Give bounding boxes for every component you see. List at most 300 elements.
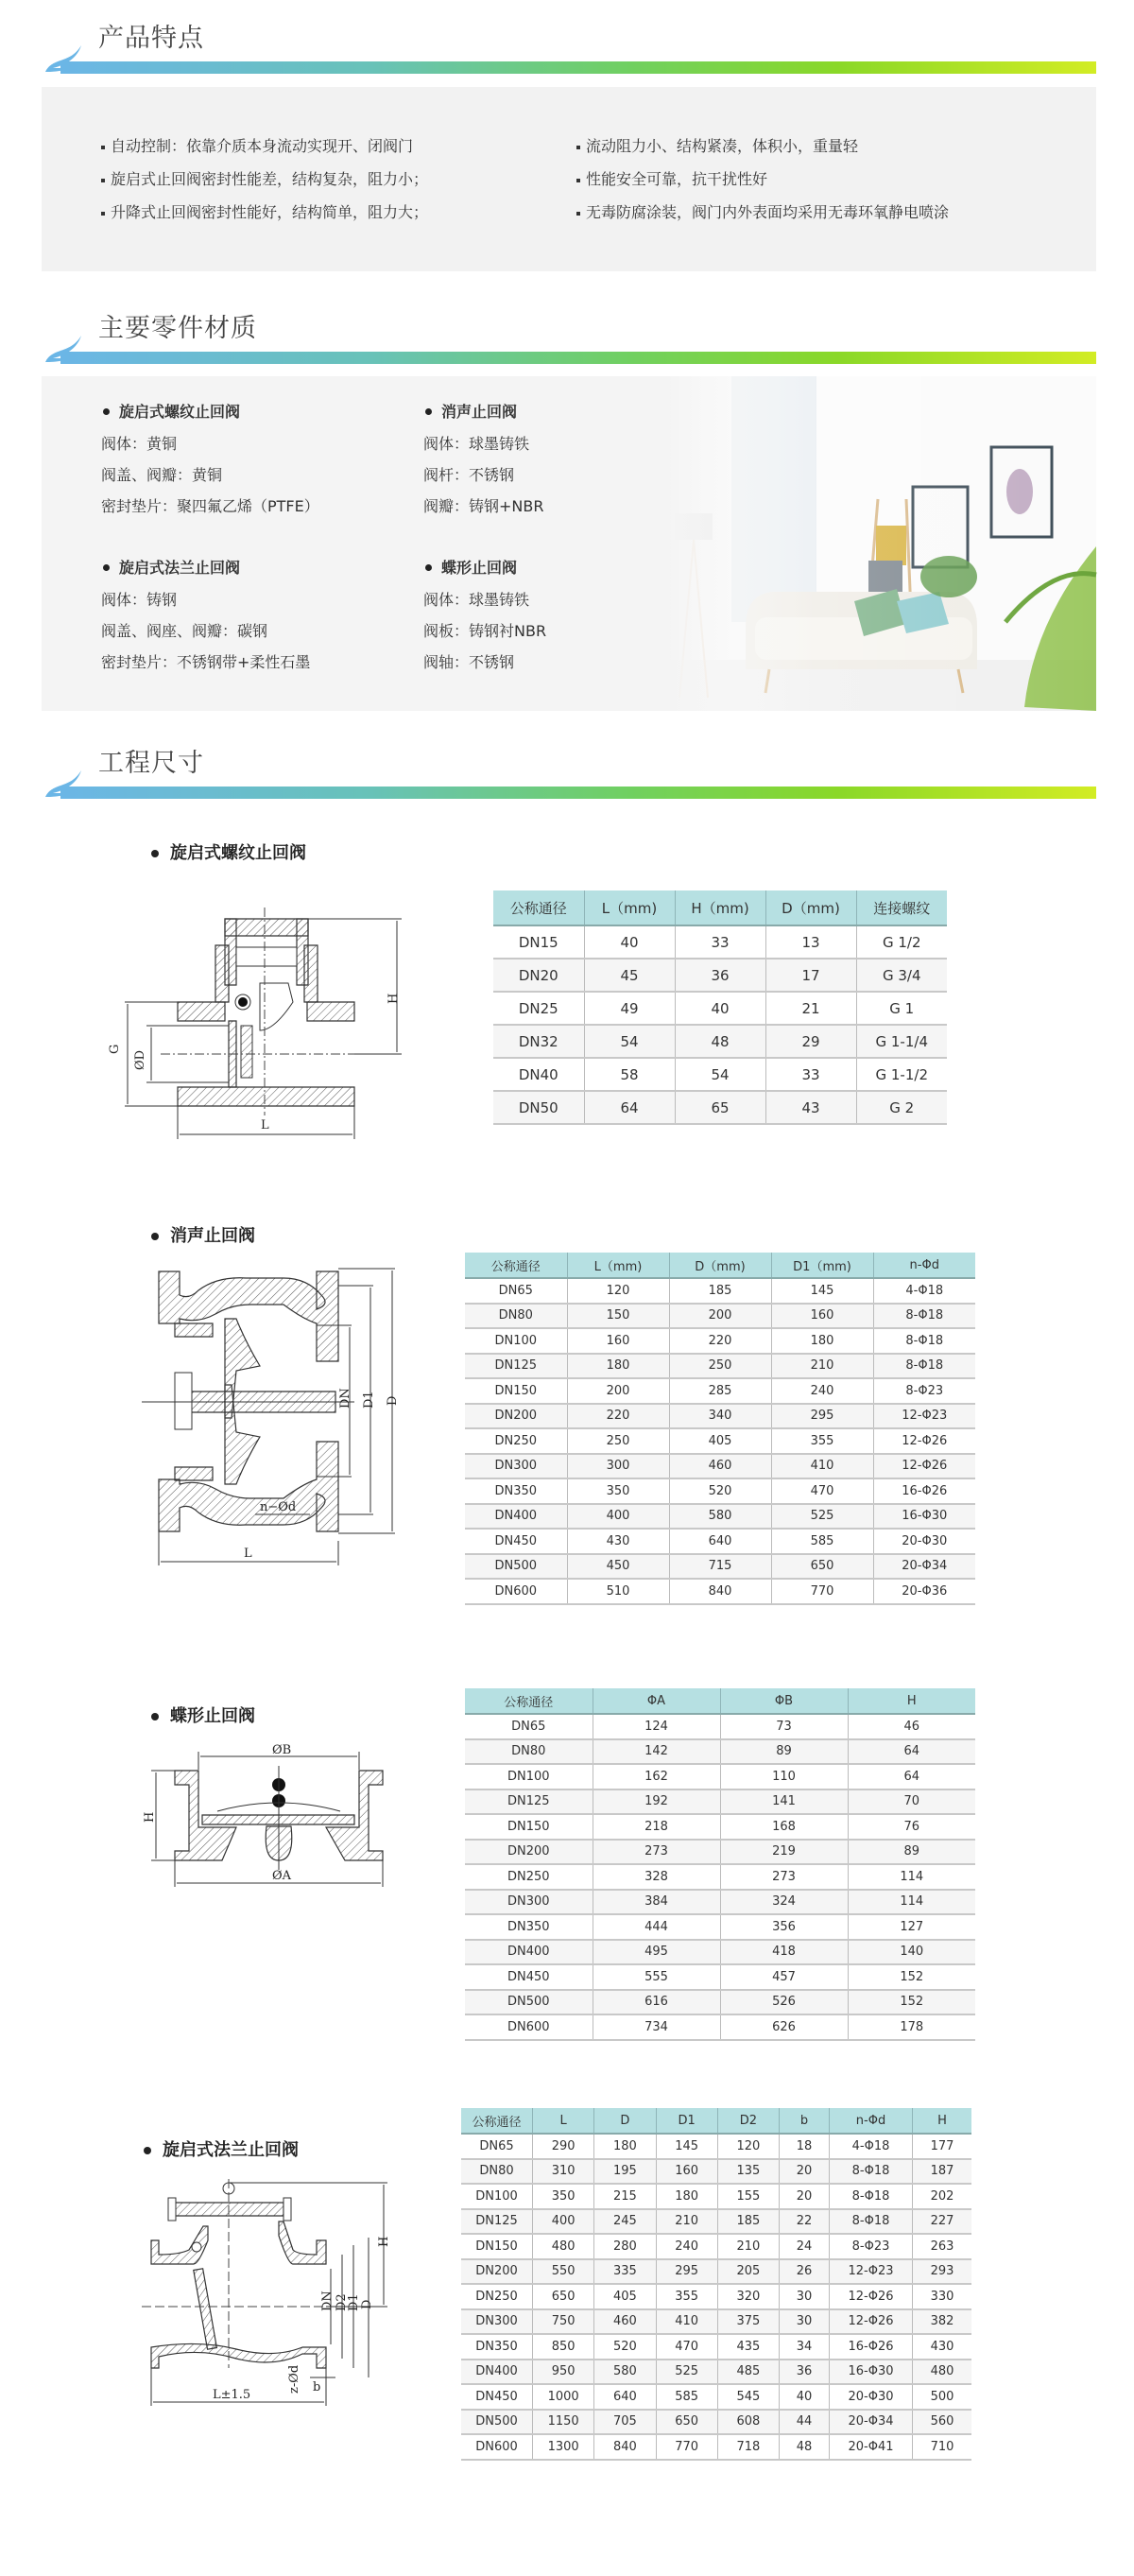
product-title-text: 蝶形止回阀: [170, 1706, 255, 1726]
table-cell: 124: [593, 1714, 720, 1739]
table-cell: 770: [771, 1579, 873, 1604]
table-cell: 8-Φ18: [830, 2209, 913, 2235]
table-row: [461, 2259, 971, 2285]
nominal-diameter-cell: DN500: [465, 1554, 567, 1580]
table-cell: 375: [717, 2309, 779, 2335]
table-cell: 770: [656, 2434, 717, 2460]
material-title-text: 蝶形止回阀: [441, 559, 518, 577]
gradient-divider: [60, 787, 1096, 799]
table-row: [465, 1478, 975, 1504]
table-cell: 1300: [533, 2434, 594, 2460]
table-cell: 8-Φ18: [830, 2159, 913, 2185]
table-cell: 89: [848, 1840, 975, 1865]
nominal-diameter-cell: DN450: [465, 1529, 567, 1554]
nominal-diameter-cell: DN250: [461, 2284, 533, 2309]
table-cell: 21: [765, 992, 856, 1025]
table-row: [465, 1914, 975, 1940]
table-row: [465, 1990, 975, 2015]
table-cell: 750: [533, 2309, 594, 2335]
bullet-icon: [103, 408, 110, 415]
table-cell: 526: [720, 1990, 848, 2015]
table-row: [465, 1504, 975, 1530]
table-cell: 12-Φ23: [830, 2259, 913, 2285]
table-cell: 12-Φ23: [873, 1404, 975, 1429]
table-cell: 550: [533, 2259, 594, 2285]
table-cell: 450: [567, 1554, 669, 1580]
table-row: [493, 959, 947, 992]
material-group-title: [101, 556, 310, 578]
table-cell: 36: [780, 2360, 830, 2385]
table-cell: 705: [594, 2410, 656, 2435]
table-cell: 400: [533, 2209, 594, 2235]
table-cell: 560: [913, 2410, 972, 2435]
table-cell: 384: [593, 1890, 720, 1915]
table-row: [465, 1940, 975, 1965]
nominal-diameter-cell: DN200: [465, 1404, 567, 1429]
table-cell: 430: [567, 1529, 669, 1554]
material-group-title: [101, 400, 319, 422]
spec-table-wafer-check: [465, 1688, 975, 2041]
column-header: D2: [717, 2108, 779, 2134]
table-cell: 616: [593, 1990, 720, 2015]
nominal-diameter-cell: DN200: [465, 1840, 593, 1865]
nominal-diameter-cell: DN80: [465, 1304, 567, 1329]
nominal-diameter-cell: DN350: [465, 1478, 567, 1504]
table-cell: 180: [656, 2184, 717, 2209]
nominal-diameter-cell: DN125: [465, 1354, 567, 1379]
column-header: b: [780, 2108, 830, 2134]
table-cell: 608: [717, 2410, 779, 2435]
table-cell: 356: [720, 1914, 848, 1940]
table-cell: 180: [594, 2134, 656, 2159]
table-row: [465, 1789, 975, 1815]
table-cell: 64: [848, 1764, 975, 1789]
nominal-diameter-cell: DN450: [461, 2384, 533, 2410]
table-cell: 355: [771, 1428, 873, 1454]
table-row: [465, 1814, 975, 1840]
table-cell: 585: [771, 1529, 873, 1554]
table-cell: 460: [669, 1454, 771, 1479]
table-cell: 36: [675, 959, 765, 992]
table-cell: 18: [780, 2134, 830, 2159]
table-cell: 48: [675, 1025, 765, 1058]
table-cell: 120: [717, 2134, 779, 2159]
table-header-row: [465, 1688, 975, 1714]
table-cell: 273: [720, 1864, 848, 1890]
table-row: [461, 2284, 971, 2309]
dimension-label-h: H: [387, 993, 401, 1004]
gradient-divider: [60, 352, 1096, 364]
column-header: D（mm): [669, 1253, 771, 1278]
table-row: [493, 1058, 947, 1091]
nominal-diameter-cell: DN150: [465, 1378, 567, 1404]
table-cell: 350: [567, 1478, 669, 1504]
material-line: 阀体：黄铜: [101, 435, 178, 453]
nominal-diameter-cell: DN150: [465, 1814, 593, 1840]
dimension-label-d: D: [386, 1395, 400, 1406]
bullet-icon: [576, 146, 580, 149]
feature-text: 升降式止回阀密封性能好，结构简单，阻力大；: [111, 203, 429, 221]
nominal-diameter-cell: DN100: [465, 1764, 593, 1789]
material-line: 阀板：铸钢衬NBR: [423, 622, 547, 640]
nominal-diameter-cell: DN300: [461, 2309, 533, 2335]
column-header: ΦA: [593, 1688, 720, 1714]
dimension-label-dn: DN: [338, 1388, 352, 1409]
table-cell: 54: [675, 1058, 765, 1091]
table-cell: 30: [780, 2284, 830, 2309]
table-cell: 20-Φ30: [873, 1529, 975, 1554]
table-cell: 405: [594, 2284, 656, 2309]
table-cell: G 1: [856, 992, 947, 1025]
table-cell: 64: [584, 1091, 675, 1124]
table-cell: 200: [669, 1304, 771, 1329]
table-cell: 33: [765, 1058, 856, 1091]
material-title-text: 旋启式螺纹止回阀: [119, 403, 241, 421]
material-line: 阀体：铸钢: [101, 591, 178, 609]
product-title: [144, 2136, 299, 2161]
table-row: [465, 1764, 975, 1789]
table-cell: 444: [593, 1914, 720, 1940]
table-cell: 8-Φ23: [873, 1378, 975, 1404]
table-cell: 13: [765, 925, 856, 959]
material-line: 阀盖、阀瓣：黄铜: [101, 466, 223, 484]
table-cell: 640: [669, 1529, 771, 1554]
table-cell: 20: [780, 2184, 830, 2209]
table-cell: 20-Φ34: [830, 2410, 913, 2435]
column-header: 公称通径: [461, 2108, 533, 2134]
column-header: H: [913, 2108, 972, 2134]
column-header: L（mm): [567, 1253, 669, 1278]
product-title: [151, 1222, 255, 1247]
table-row: [461, 2334, 971, 2360]
table-cell: 555: [593, 1964, 720, 1990]
table-cell: 219: [720, 1840, 848, 1865]
product-title-text: 消声止回阀: [170, 1226, 255, 1246]
nominal-diameter-cell: DN40: [493, 1058, 584, 1091]
nominal-diameter-cell: DN125: [461, 2209, 533, 2235]
table-cell: 734: [593, 2014, 720, 2040]
table-cell: 48: [780, 2434, 830, 2460]
dimension-label-h: H: [143, 1811, 157, 1823]
table-cell: 480: [913, 2360, 972, 2385]
column-header: D: [594, 2108, 656, 2134]
table-cell: 142: [593, 1739, 720, 1765]
table-cell: 300: [567, 1454, 669, 1479]
wafer-check-valve-diagram: [142, 1743, 397, 1889]
table-cell: 525: [656, 2360, 717, 2385]
table-cell: 410: [771, 1454, 873, 1479]
dimension-label-l: L: [261, 1118, 269, 1132]
table-cell: 340: [669, 1404, 771, 1429]
table-cell: 418: [720, 1940, 848, 1965]
table-cell: 245: [594, 2209, 656, 2235]
table-header-row: [465, 1253, 975, 1278]
table-cell: 16-Φ30: [830, 2360, 913, 2385]
column-header: 公称通径: [465, 1688, 593, 1714]
table-row: [461, 2360, 971, 2385]
table-row: [465, 1304, 975, 1329]
table-cell: 457: [720, 1964, 848, 1990]
column-header: n-Φd: [873, 1253, 975, 1278]
column-header: H: [848, 1688, 975, 1714]
table-row: [465, 1454, 975, 1479]
column-header: D1（mm): [771, 1253, 873, 1278]
table-cell: 8-Φ18: [873, 1304, 975, 1329]
table-cell: 20: [780, 2159, 830, 2185]
nominal-diameter-cell: DN50: [493, 1091, 584, 1124]
table-cell: 215: [594, 2184, 656, 2209]
table-cell: 273: [593, 1840, 720, 1865]
section-title: 工程尺寸: [98, 749, 204, 778]
spec-table-flanged-swing: [461, 2108, 971, 2461]
section-header-features: [42, 17, 1096, 74]
table-row: [461, 2159, 971, 2185]
product-title-text: 旋启式螺纹止回阀: [170, 843, 306, 863]
table-cell: 8-Φ23: [830, 2234, 913, 2259]
table-cell: 485: [717, 2360, 779, 2385]
table-row: [465, 1864, 975, 1890]
feature-text: 旋启式止回阀密封性能差，结构复杂，阻力小；: [111, 170, 429, 188]
table-cell: 152: [848, 1990, 975, 2015]
column-header: D（mm): [765, 890, 856, 925]
feature-item: [101, 134, 413, 156]
table-cell: 65: [675, 1091, 765, 1124]
table-cell: 1000: [533, 2384, 594, 2410]
table-cell: 320: [717, 2284, 779, 2309]
threaded-swing-check-valve-diagram: [108, 908, 416, 1144]
table-cell: 58: [584, 1058, 675, 1091]
section-header-materials: [42, 307, 1096, 364]
table-cell: 405: [669, 1428, 771, 1454]
material-line: 阀盖、阀座、阀瓣：碳钢: [101, 622, 268, 640]
table-cell: 178: [848, 2014, 975, 2040]
material-group: [101, 400, 319, 528]
table-cell: 220: [669, 1328, 771, 1354]
table-row: [465, 1739, 975, 1765]
material-group: [101, 556, 310, 684]
table-cell: 73: [720, 1714, 848, 1739]
table-cell: 160: [656, 2159, 717, 2185]
table-cell: 30: [780, 2309, 830, 2335]
table-cell: 20-Φ36: [873, 1579, 975, 1604]
table-row: [461, 2384, 971, 2410]
material-line: 阀体：球墨铸铁: [423, 435, 530, 453]
section-title: 主要零件材质: [98, 314, 257, 343]
table-cell: 520: [594, 2334, 656, 2360]
table-header-row: [493, 890, 947, 925]
table-cell: 295: [656, 2259, 717, 2285]
table-cell: 29: [765, 1025, 856, 1058]
table-row: [465, 1354, 975, 1379]
bullet-icon: [151, 1233, 159, 1240]
table-cell: 290: [533, 2134, 594, 2159]
table-cell: 210: [656, 2209, 717, 2235]
table-cell: 295: [771, 1404, 873, 1429]
table-cell: 44: [780, 2410, 830, 2435]
table-cell: 8-Φ18: [873, 1328, 975, 1354]
materials-panel: [42, 376, 1096, 711]
dimension-label-nd: n−Ød: [260, 1500, 297, 1514]
nominal-diameter-cell: DN80: [465, 1739, 593, 1765]
column-header: D1: [656, 2108, 717, 2134]
table-cell: 120: [567, 1278, 669, 1304]
feature-item: [576, 200, 949, 222]
table-cell: 626: [720, 2014, 848, 2040]
table-cell: 54: [584, 1025, 675, 1058]
table-cell: 650: [656, 2410, 717, 2435]
table-row: [465, 1529, 975, 1554]
table-row: [461, 2134, 971, 2159]
nominal-diameter-cell: DN32: [493, 1025, 584, 1058]
nominal-diameter-cell: DN100: [461, 2184, 533, 2209]
nominal-diameter-cell: DN600: [465, 2014, 593, 2040]
material-line: 密封垫片：聚四氟乙烯（PTFE）: [101, 497, 319, 515]
table-cell: 335: [594, 2259, 656, 2285]
table-cell: 177: [913, 2134, 972, 2159]
nominal-diameter-cell: DN350: [465, 1914, 593, 1940]
feature-text: 性能安全可靠，抗干扰性好: [586, 170, 768, 188]
table-cell: 210: [771, 1354, 873, 1379]
table-row: [465, 1404, 975, 1429]
nominal-diameter-cell: DN600: [465, 1579, 567, 1604]
column-header: L（mm): [584, 890, 675, 925]
table-cell: 114: [848, 1890, 975, 1915]
material-line: 密封垫片：不锈钢带+柔性石墨: [101, 653, 311, 671]
table-cell: 192: [593, 1789, 720, 1815]
table-cell: 330: [913, 2284, 972, 2309]
table-cell: 145: [656, 2134, 717, 2159]
table-cell: 155: [717, 2184, 779, 2209]
bullet-icon: [576, 179, 580, 182]
table-cell: 1150: [533, 2410, 594, 2435]
dimension-label-d1: D1: [347, 2293, 361, 2311]
table-cell: 46: [848, 1714, 975, 1739]
table-cell: 89: [720, 1739, 848, 1765]
table-cell: G 3/4: [856, 959, 947, 992]
table-row: [465, 1890, 975, 1915]
dimension-label-l: L: [244, 1547, 252, 1561]
table-cell: 718: [717, 2434, 779, 2460]
dimension-label-b: b: [313, 2380, 321, 2394]
table-row: [493, 1025, 947, 1058]
table-row: [461, 2209, 971, 2235]
table-cell: 500: [913, 2384, 972, 2410]
table-cell: 710: [913, 2434, 972, 2460]
living-room-photo: [665, 376, 1096, 711]
table-row: [465, 1278, 975, 1304]
table-cell: 195: [594, 2159, 656, 2185]
nominal-diameter-cell: DN350: [461, 2334, 533, 2360]
table-cell: 26: [780, 2259, 830, 2285]
table-cell: 24: [780, 2234, 830, 2259]
table-cell: 16-Φ30: [873, 1504, 975, 1530]
dimension-label-zd: z-Ød: [287, 2364, 301, 2394]
table-cell: 33: [675, 925, 765, 959]
table-cell: 16-Φ26: [873, 1478, 975, 1504]
table-row: [465, 1714, 975, 1739]
table-row: [465, 1378, 975, 1404]
table-cell: 180: [567, 1354, 669, 1379]
table-cell: 64: [848, 1739, 975, 1765]
table-cell: 12-Φ26: [830, 2284, 913, 2309]
table-row: [465, 1428, 975, 1454]
table-row: [493, 1091, 947, 1124]
table-row: [465, 2014, 975, 2040]
features-panel: [42, 87, 1096, 271]
feature-text: 无毒防腐涂装，阀门内外表面均采用无毒环氧静电喷涂: [586, 203, 950, 221]
table-cell: 310: [533, 2159, 594, 2185]
nominal-diameter-cell: DN200: [461, 2259, 533, 2285]
table-cell: 263: [913, 2234, 972, 2259]
table-cell: 40: [780, 2384, 830, 2410]
material-line: 阀瓣：铸钢+NBR: [423, 497, 544, 515]
table-cell: 715: [669, 1554, 771, 1580]
table-cell: 525: [771, 1504, 873, 1530]
table-cell: 240: [771, 1378, 873, 1404]
table-row: [465, 1964, 975, 1990]
table-cell: 218: [593, 1814, 720, 1840]
bullet-icon: [101, 212, 105, 216]
table-cell: 114: [848, 1864, 975, 1890]
material-line: 阀体：球墨铸铁: [423, 591, 530, 609]
bullet-icon: [151, 1713, 159, 1720]
table-cell: 34: [780, 2334, 830, 2360]
table-cell: 76: [848, 1814, 975, 1840]
table-cell: 20-Φ34: [873, 1554, 975, 1580]
nominal-diameter-cell: DN80: [461, 2159, 533, 2185]
dimension-label-d: D: [360, 2299, 374, 2309]
nominal-diameter-cell: DN65: [461, 2134, 533, 2159]
table-row: [461, 2434, 971, 2460]
table-cell: 510: [567, 1579, 669, 1604]
table-cell: 22: [780, 2209, 830, 2235]
dimension-label-a: ØA: [272, 1869, 292, 1883]
table-cell: 145: [771, 1278, 873, 1304]
bullet-icon: [425, 564, 432, 571]
nominal-diameter-cell: DN250: [465, 1864, 593, 1890]
table-cell: 585: [656, 2384, 717, 2410]
table-row: [461, 2309, 971, 2335]
table-row: [461, 2410, 971, 2435]
table-cell: 185: [717, 2209, 779, 2235]
table-cell: 16-Φ26: [830, 2334, 913, 2360]
bullet-icon: [151, 850, 159, 857]
table-cell: 180: [771, 1328, 873, 1354]
table-cell: 43: [765, 1091, 856, 1124]
table-cell: 160: [567, 1328, 669, 1354]
feature-item: [576, 167, 767, 189]
table-cell: 168: [720, 1814, 848, 1840]
bullet-icon: [425, 408, 432, 415]
nominal-diameter-cell: DN25: [493, 992, 584, 1025]
spec-table-silent-check: [465, 1253, 975, 1605]
nominal-diameter-cell: DN300: [465, 1454, 567, 1479]
table-row: [465, 1554, 975, 1580]
table-header-row: [461, 2108, 971, 2134]
section-title: 产品特点: [98, 24, 204, 53]
nominal-diameter-cell: DN400: [465, 1504, 567, 1530]
table-cell: 127: [848, 1914, 975, 1940]
nominal-diameter-cell: DN100: [465, 1328, 567, 1354]
table-cell: 435: [717, 2334, 779, 2360]
product-title-text: 旋启式法兰止回阀: [163, 2140, 299, 2160]
table-cell: 40: [675, 992, 765, 1025]
dimension-label-d: ØD: [133, 1049, 147, 1070]
feature-item: [101, 200, 428, 222]
material-group: [423, 556, 546, 684]
silent-check-valve-length-dim: [142, 1541, 350, 1569]
table-row: [465, 1579, 975, 1604]
